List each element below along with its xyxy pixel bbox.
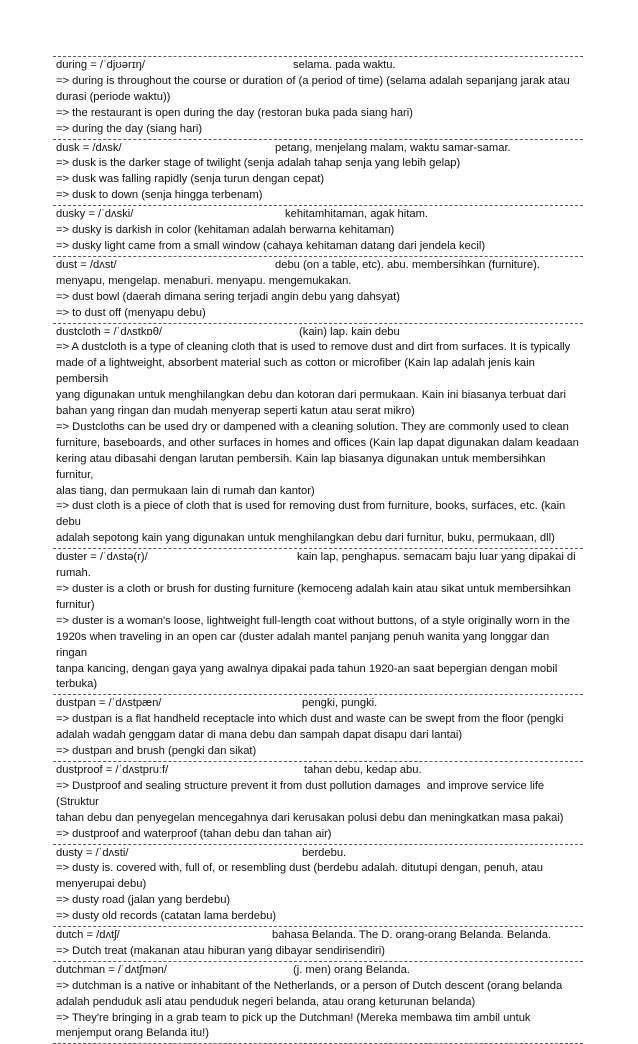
dictionary-entry [53,844,583,927]
entry-line: tahan debu dan penyegelan mencegahnya dari kerusakan polusi debu dan meningkatkan masa pakai) [56,811,564,824]
entry-term: dustproof = /ˈdʌstpruːf/ [56,763,169,776]
entry-line: => dusk was falling rapidly (senja turun dengan cepat) [56,173,325,186]
entry-gloss: tahan debu, kedap abu. [304,763,422,776]
entry-heading [56,141,582,157]
entry-heading [56,58,582,74]
dictionary-entry [53,139,583,206]
entry-line: kering atau dibasahi dengan larutan pembersih. Kain lap biasanya digunakan untuk membersihkan furnitur, [56,452,549,481]
entry-line: => dusty is. covered with, full of, or resembling dust (berdebu adalah. ditutupi dengan, penuh, atau [56,862,543,875]
entry-line: => dusk is the darker stage of twilight (senja adalah tahap senja yang lebih gelap) [56,157,461,170]
entry-heading [56,928,582,944]
entry-line: => A dustcloth is a type of cleaning cloth that is used to remove dust and dirt from surfaces. It is typically [56,341,571,354]
entry-line: => dustpan is a flat handheld receptacle into which dust and waste can be swept from the floor (pengki [56,713,564,726]
entry-term: dutch = /dʌtʃ/ [56,929,120,942]
entry-line: => Dutch treat (makanan atau hiburan yang dibayar sendirisendiri) [56,944,385,957]
entry-line: alas tiang, dan permukaan lain di rumah dan kantor) [56,484,315,497]
entry-line: bahan yang ringan dan mudah menyerap seperti katun atau serat mikro) [56,405,415,418]
entry-gloss: selama. pada waktu. [293,59,396,71]
entry-term: dustpan = /ˈdʌstpæn/ [56,697,162,710]
entry-gloss: petang, menjelang malam, waktu samar-samar. [275,141,511,154]
entry-line: => dutchman is a native or inhabitant of the Netherlands, or a person of Dutch descent (orang belanda [56,979,563,992]
entry-gloss: (j. men) orang Belanda. [293,963,410,976]
dictionary-entry [53,926,583,961]
dictionary-entry [53,56,583,139]
entry-heading [56,325,582,341]
entry-term: dusky = /ˈdʌski/ [56,208,134,221]
entry-line: => dustproof and waterproof (tahan debu dan tahan air) [56,827,332,840]
entry-term: duster = /ˈdʌstə(r)/ [56,551,148,564]
entry-gloss: kehitamhitaman, agak hitam. [285,208,429,221]
dictionary-entry [53,548,583,694]
entry-line: => to dust off (menyapu debu) [56,306,206,319]
entry-gloss: (kain) lap. kain debu [299,325,400,338]
entry-gloss: pengki, pungki. [302,697,378,710]
entry-line: => They're bringing in a grab team to pick up the Dutchman! (Mereka membawa tim ambil untuk [56,1011,531,1024]
entry-line: made of a lightweight, absorbent material such as cotton or microfiber (Kain lap adalah jenis kain pembersih [56,357,538,386]
entry-line: => during is throughout the course or duration of (a period of time) (selama adalah sepanjang jarak atau [56,74,570,87]
entry-line: durasi (periode waktu)) [56,90,171,103]
entry-heading [56,846,582,862]
dictionary-entry [53,694,583,761]
entry-line: => dusty road (jalan yang berdebu) [56,894,231,907]
entry-heading [56,963,582,979]
entry-line: rumah. [56,567,91,580]
entry-line: => dust bowl (daerah dimana sering terjadi angin debu yang dahsyat) [56,290,400,303]
entry-line: 1920s when traveling in an open car (duster adalah mantel panjang penuh wanita yang longgar dan ringan [56,630,553,659]
dictionary-entry [53,205,583,256]
entry-term: dust = /dʌst/ [56,258,117,271]
entry-term: dutchman = /ˈdʌtʃmən/ [56,963,167,976]
entry-line: adalah wadah genggam datar di mana debu dan sampah dapat disapu dari lantai) [56,729,463,742]
entry-line: adalah sepotong kain yang digunakan untuk menghilangkan debu dari furnitur, buku, permukaan, dll) [56,532,555,545]
entry-heading [56,763,582,779]
entry-line: menjemput orang Belanda itu!) [56,1027,209,1040]
entry-term: during = /ˈdjʊərɪŋ/ [56,59,146,71]
entry-line: adalah penduduk asli atau penduduk negeri belanda, atau orang keturunan belanda) [56,995,476,1008]
entry-line: => dusk to down (senja hingga terbenam) [56,189,263,202]
entry-line: => dusky is darkish in color (kehitaman adalah berwarna kehitaman) [56,224,395,237]
entry-line: => dust cloth is a piece of cloth that is used for removing dust from furniture, books, surfaces, etc. (kain debu [56,500,569,529]
entry-line: => dusty old records (catatan lama berdebu) [56,910,277,923]
entry-line: furnitur) [56,598,95,611]
entry-heading [56,550,582,566]
entry-line: => during the day (siang hari) [56,122,203,135]
entry-line: => dusky light came from a small window (cahaya kehitaman datang dari jendela kecil) [56,239,486,252]
entry-heading [56,258,582,274]
entry-term: dusty = /ˈdʌsti/ [56,846,129,859]
entry-line: tanpa kancing, dengan gaya yang awalnya dipakai pada tahun 1920-an saat bepergian dengan mobil terbuka) [56,662,561,691]
entry-term: dustcloth = /ˈdʌstkɒθ/ [56,325,163,338]
entry-term: dusk = /dʌsk/ [56,141,122,154]
dictionary-entry [53,761,583,844]
entry-heading [56,696,582,712]
entry-line: => the restaurant is open during the day (restoran buka pada siang hari) [56,106,413,119]
entry-line: furniture, baseboards, and other surfaces in homes and offices (Kain lap dapat digunakan dalam keadaan [56,436,579,449]
entry-line: => duster is a cloth or brush for dusting furniture (kemoceng adalah kain atau sikat untuk membersihkan [56,583,571,595]
entry-heading [56,207,582,223]
entry-line: yang digunakan untuk menghilangkan debu dan kotoran dari permukaan. Kain ini biasanya terbuat dari [56,389,567,402]
entry-line: => dustpan and brush (pengki dan sikat) [56,745,257,758]
dictionary-entry [53,323,583,549]
entry-line: => Dustproof and sealing structure prevent it from dust pollution damages and improve service life (Struktur [56,779,548,808]
entry-line: menyerupai debu) [56,878,147,891]
entry-line: menyapu, mengelap. menaburi. menyapu. mengemukakan. [56,274,352,287]
entry-gloss: bahasa Belanda. The D. orang-orang Belanda. Belanda. [272,929,552,942]
dictionary-entry [53,961,583,1044]
entry-line: => Dustcloths can be used dry or dampened with a cleaning solution. They are commonly used to clean [56,420,569,433]
entry-gloss: debu (on a table, etc). abu. membersihkan (furniture). [275,258,540,271]
dictionary-page [53,56,583,1044]
entry-gloss: kain lap, penghapus. semacam baju luar yang dipakai di [297,551,576,564]
entry-line: => duster is a woman's loose, lightweight full-length coat without buttons, of a style originally worn in the [56,614,570,627]
dictionary-entry [53,256,583,323]
entry-gloss: berdebu. [302,846,347,859]
